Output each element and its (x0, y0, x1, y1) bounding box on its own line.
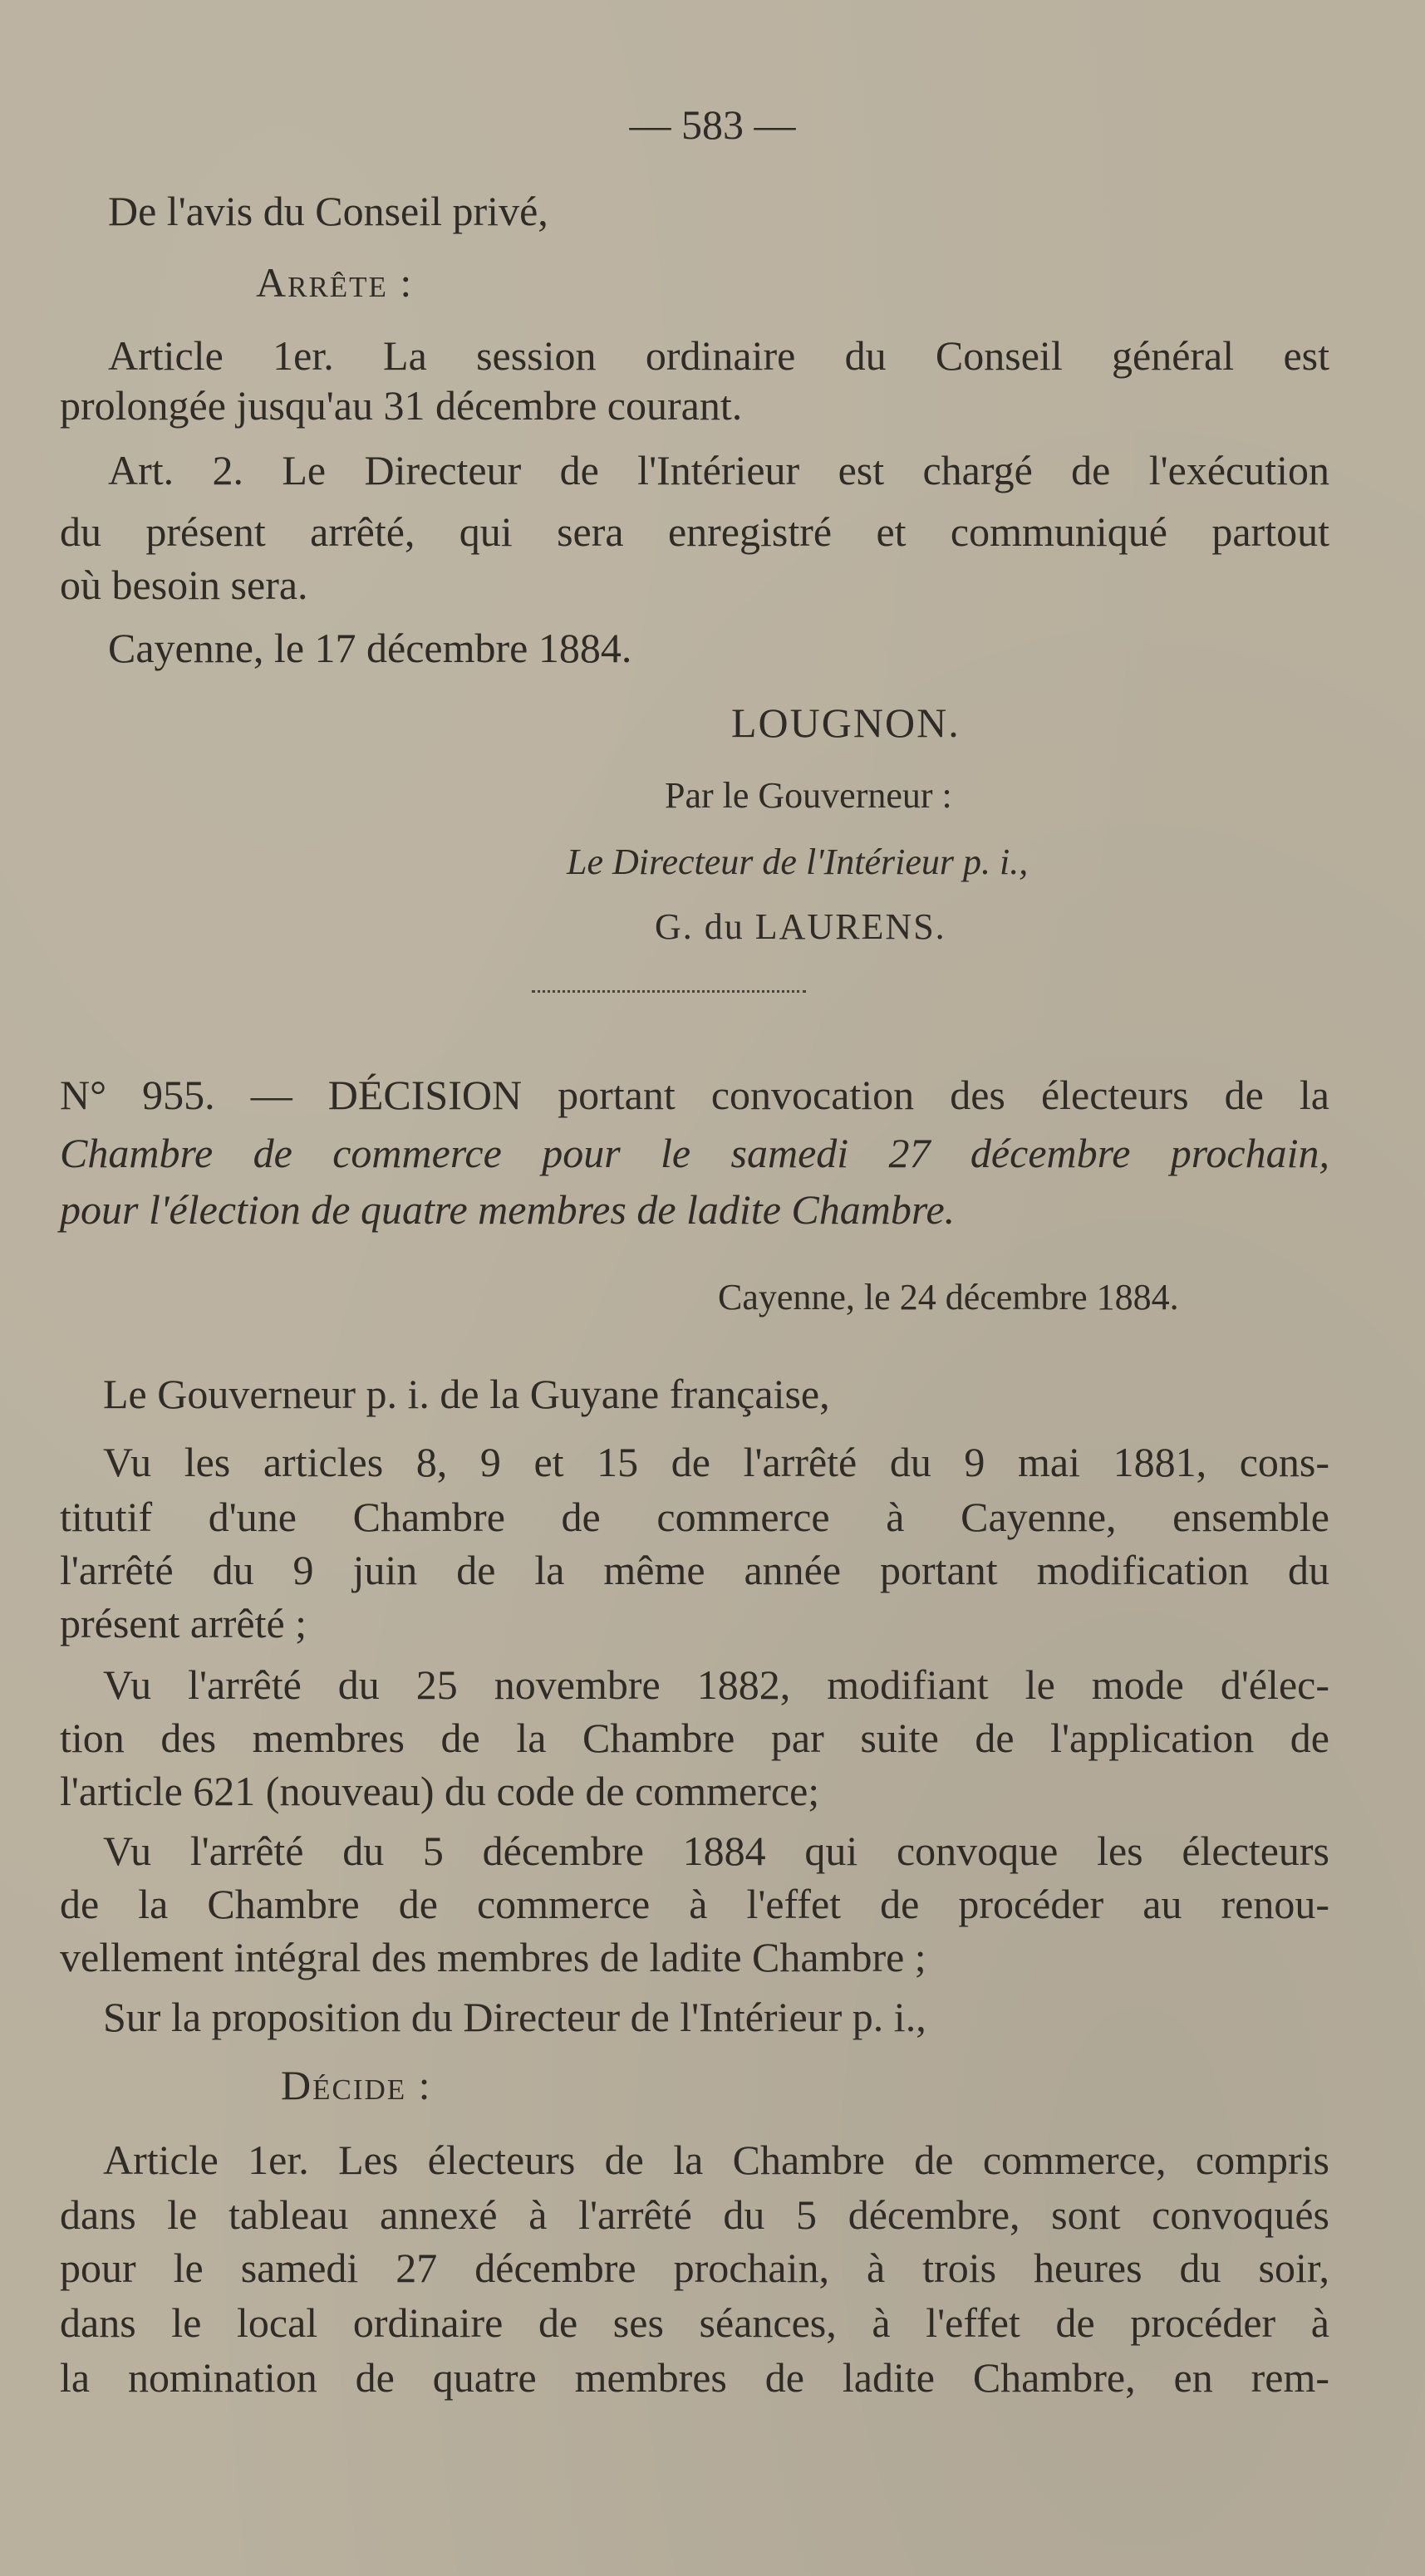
text-line: pour le samedi 27 décembre prochain, à trois heures du soir, (60, 2245, 1329, 2291)
text-line: Article 1er. Les électeurs de la Chambre de commerce, compris (103, 2137, 1329, 2183)
text-line: Le Directeur de l'Intérieur p. i., (567, 841, 1029, 882)
decide-heading: Décide : (281, 2062, 432, 2108)
text-line: Art. 2. Le Directeur de l'Intérieur est chargé de l'exécution (108, 447, 1329, 493)
date-line: Cayenne, le 24 décembre 1884. (718, 1277, 1179, 1317)
decision-title: Chambre de commerce pour le samedi 27 décembre prochain, (60, 1130, 1329, 1176)
text-line: Par le Gouverneur : (665, 775, 952, 816)
text-line: où besoin sera. (60, 562, 308, 608)
text-line: l'article 621 (nouveau) du code de commerce; (60, 1768, 820, 1814)
text-line: Sur la proposition du Directeur de l'Intérieur p. i., (103, 1994, 926, 2040)
decision-title: N° 955. — DÉCISION portant convocation des électeurs de la (60, 1072, 1329, 1118)
text-line: Article 1er. La session ordinaire du Conseil général est (108, 332, 1329, 379)
decision-title: pour l'élection de quatre membres de ladite Chambre. (60, 1186, 956, 1233)
section-divider (532, 990, 806, 993)
text-line: la nomination de quatre membres de ladite Chambre, en rem- (60, 2354, 1329, 2401)
text-line: titutif d'une Chambre de commerce à Cayenne, ensemble (60, 1494, 1329, 1540)
text-line: Le Gouverneur p. i. de la Guyane française, (103, 1371, 830, 1417)
text-line: tion des membres de la Chambre par suite de l'application de (60, 1715, 1329, 1761)
text-line: Vu l'arrêté du 25 novembre 1882, modifiant le mode d'élec- (103, 1661, 1329, 1708)
text-line: de la Chambre de commerce à l'effet de procéder au renou- (60, 1881, 1329, 1927)
text-line: dans le local ordinaire de ses séances, à l'effet de procéder à (60, 2299, 1329, 2346)
signature: G. du LAURENS. (655, 906, 946, 947)
text-line: De l'avis du Conseil privé, (108, 188, 548, 234)
text-line: présent arrêté ; (60, 1600, 307, 1646)
text-line: du présent arrêté, qui sera enregistré et communiqué partout (60, 508, 1329, 555)
text-line: prolongée jusqu'au 31 décembre courant. (60, 382, 743, 429)
text-line: vellement intégral des membres de ladite Chambre ; (60, 1934, 926, 1980)
text-line: Vu l'arrêté du 5 décembre 1884 qui convoque les électeurs (103, 1828, 1329, 1874)
page-number: — 583 — (629, 101, 796, 148)
text-line: dans le tableau annexé à l'arrêté du 5 décembre, sont convoqués (60, 2191, 1329, 2238)
signature: LOUGNON. (731, 699, 961, 746)
text-line: Vu les articles 8, 9 et 15 de l'arrêté du 9 mai 1881, cons- (103, 1439, 1329, 1485)
arrete-heading: Arrête : (256, 259, 414, 306)
date-line: Cayenne, le 17 décembre 1884. (108, 625, 632, 671)
text-line: l'arrêté du 9 juin de la même année portant modification du (60, 1547, 1329, 1593)
